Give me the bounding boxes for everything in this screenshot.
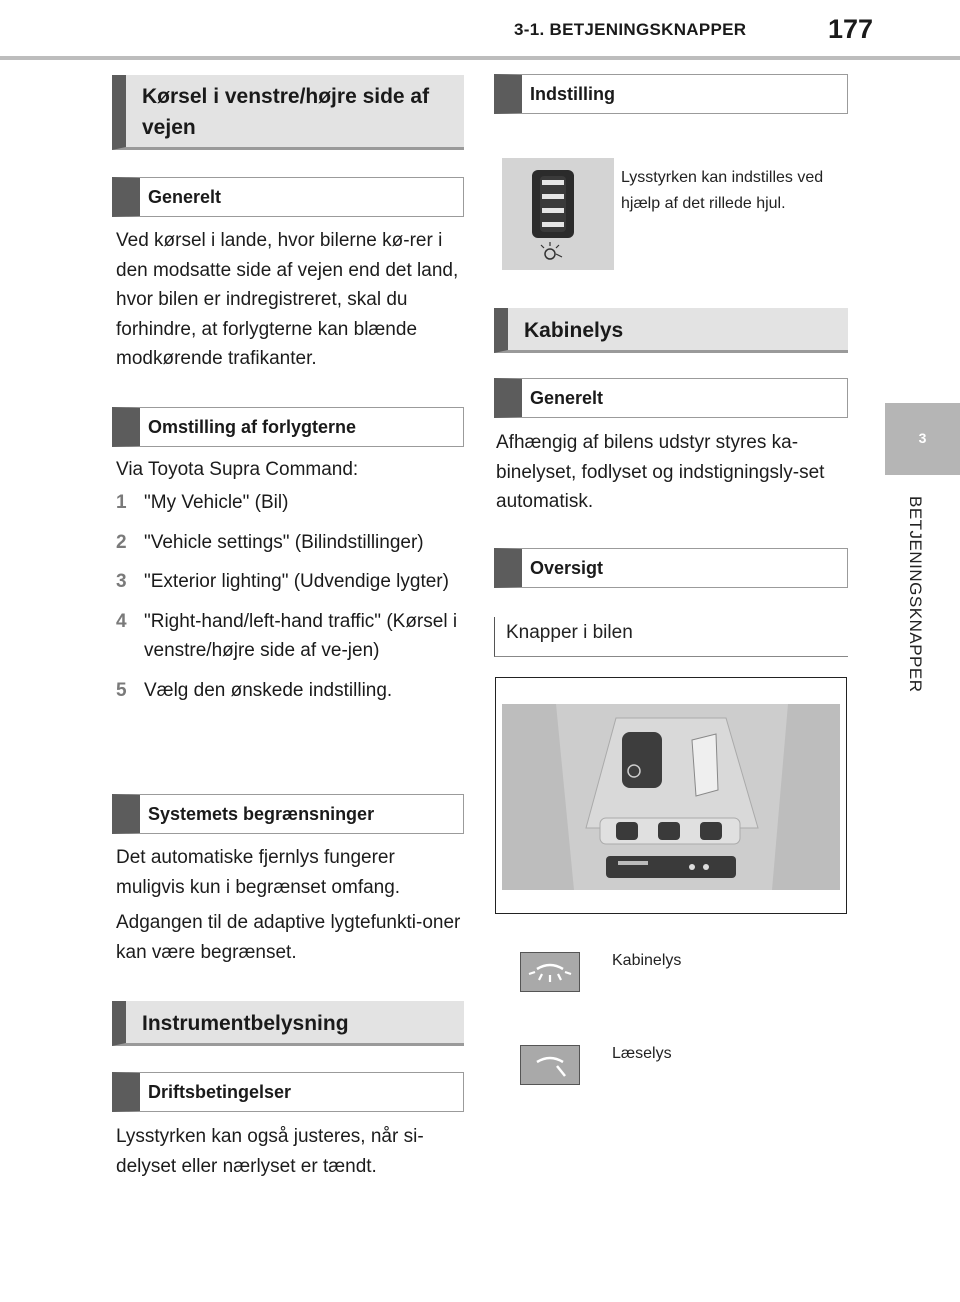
section-title: 3-1. BETJENINGSKNAPPER [514, 20, 747, 39]
paragraph-via-command: Via Toyota Supra Command: [116, 459, 359, 480]
steps-list [116, 488, 466, 715]
chapter-label: BETJENINGSKNAPPER [906, 496, 925, 693]
dimmer-caption: Lysstyrken kan indstilles ved hjælp af det rillede hjul. [621, 169, 824, 212]
heading-cabin-lights: Kabinelys [494, 308, 848, 353]
step-item: 4 "Right-hand/left-hand traffic" (Kørsel i venstre/højre side af ve-jen) [116, 610, 458, 661]
step-item: 5 Vælg den ønskede indstilling. [116, 679, 393, 701]
step-item: 3 "Exterior lighting" (Udvendige lygter) [116, 571, 449, 592]
heading-instrument-lighting: Instrumentbelysning [112, 1001, 464, 1046]
subheading-overview: Oversigt [494, 548, 848, 588]
header-rule [0, 56, 960, 60]
paragraph-conditions: Lysstyrken kan også justeres, når si-delyset eller nærlyset er tændt. [116, 1126, 424, 1177]
paragraph-limits-2: Adgangen til de adaptive lygtefunkti-oner kan være begrænset. [116, 912, 461, 963]
overhead-panel-figure [495, 677, 847, 914]
step-item: 1 "My Vehicle" (Bil) [116, 492, 289, 513]
heading-traffic-side: Kørsel i venstre/højre side af vejen [112, 75, 464, 150]
step-item: 2 "Vehicle settings" (Bilindstillinger) [116, 531, 424, 553]
subheading-general: Generelt [112, 177, 464, 217]
dimmer-wheel-image [502, 158, 614, 270]
subheading-switch-headlights: Omstilling af forlygterne [112, 407, 464, 447]
page-number: 177 [828, 14, 874, 44]
reading-light-icon [520, 1045, 580, 1085]
chapter-number: 3 [918, 430, 927, 446]
cabin-light-icon [520, 952, 580, 992]
paragraph-general: Ved kørsel i lande, hvor bilerne kø-rer i den modsatte side af vejen end det land, hvor bilen er indregistreret, skal du forhindre, at forlygterne kan blænde modkørende trafikanter. [116, 230, 459, 369]
subheading-general-right: Generelt [494, 378, 848, 418]
subheading-setting: Indstilling [494, 74, 848, 114]
paragraph-cabin-general: Afhængig af bilens udstyr styres ka-binelyset, fodlyset og indstigningsly-set automatisk. [496, 432, 825, 512]
buttons-title: Knapper i bilen [506, 622, 633, 643]
subheading-operating-conditions: Driftsbetingelser [112, 1072, 464, 1112]
subheading-system-limits: Systemets begrænsninger [112, 794, 464, 834]
legend-cabin-light: Kabinelys [612, 952, 682, 969]
paragraph-limits-1: Det automatiske fjernlys fungerer muligvis kun i begrænset omfang. [116, 847, 401, 898]
legend-reading-light: Læselys [612, 1045, 672, 1062]
